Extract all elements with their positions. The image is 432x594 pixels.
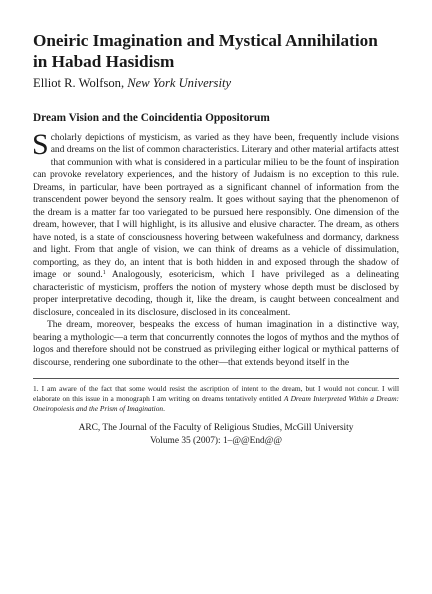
paragraph-1-text-a: cholarly depictions of mysticism, as varied as they have been, frequently include visions and dreams on the list of common characteristics. Literary and other material artifacts attest that communion with what is considered in a particular milieu to be the fount of inspiration can provoke revelatory experiences, and the history of Judaism is no exception to this rule. Dreams, in particular, have been portrayed as a significant channel of information from the transcendent power beyond the sensory realm. It goes without saying that the phenomenon of the dream is a matter far too variegated to be pursued here responsibly. One dimension of the dream, however, that I will highlight, is its allusive and elusive character. The dream, as others have noted, is a state of consciousness hovering between wakefulness and dormancy, darkness and light. From that angle of vision, we can think of dreams as a vehicle of dissimulation, comporting, as they do, an intent that is both hidden in and exposed through the shadow of image or sound.	[33, 133, 399, 281]
footnote-divider	[33, 378, 399, 379]
author-name: Elliot R. Wolfson,	[33, 76, 128, 90]
journal-footer	[33, 422, 399, 447]
article-title	[33, 30, 399, 72]
footnote-end: .	[163, 404, 165, 414]
footnote-text: 1. I am aware of the fact that some would resist the ascription of intent to the dream, but I would not concur. I will elaborate on this issue in a monograph I am writing on dreams tentatively entitled	[33, 384, 399, 404]
section-heading: Dream Vision and the Coincidentia Oppositorum	[33, 112, 270, 124]
footnote-1	[33, 384, 399, 414]
paragraph-1-text-b: Analogously, esotericism, which I have privileged as a delineating characteristic of mysticism, proffers the notion of mystery whose depth must be disclosed by proper interpretative decoding, though it, like the dream, is caught between concealment and disclosure, concealed in its disclosure, disclosed in its concealment.	[33, 270, 400, 318]
journal-volume: Volume 35 (2007): 1–@@End@@	[149, 435, 282, 446]
footnote-reference: 1	[102, 270, 106, 277]
article-title-line-2: in Habad Hasidism	[33, 52, 175, 71]
journal-name: ARC, The Journal of the Faculty of Religious Studies, McGill University	[78, 423, 354, 434]
footnote-book-title: A Dream Interpreted Within a Dream: Oneiropoiesis and the Prism of Imagination	[33, 394, 399, 414]
author-line	[33, 76, 399, 91]
body-paragraph-1	[32, 128, 400, 319]
author-affiliation: New York University	[127, 76, 232, 90]
body-paragraph-2: The dream, moreover, bespeaks the excess of human imagination in a distinctive way, bearing a mythologic—a term that concurrently connotes the logos of mythos and the mythos of logos and therefore should not be construed as privileging either logical or mythical patterns of discourse, rendering one subordinate to the other—that extends beyond itself in the	[33, 320, 399, 368]
article-title-line-1: Oneiric Imagination and Mystical Annihilation	[33, 31, 378, 50]
drop-cap: S	[32, 128, 49, 161]
